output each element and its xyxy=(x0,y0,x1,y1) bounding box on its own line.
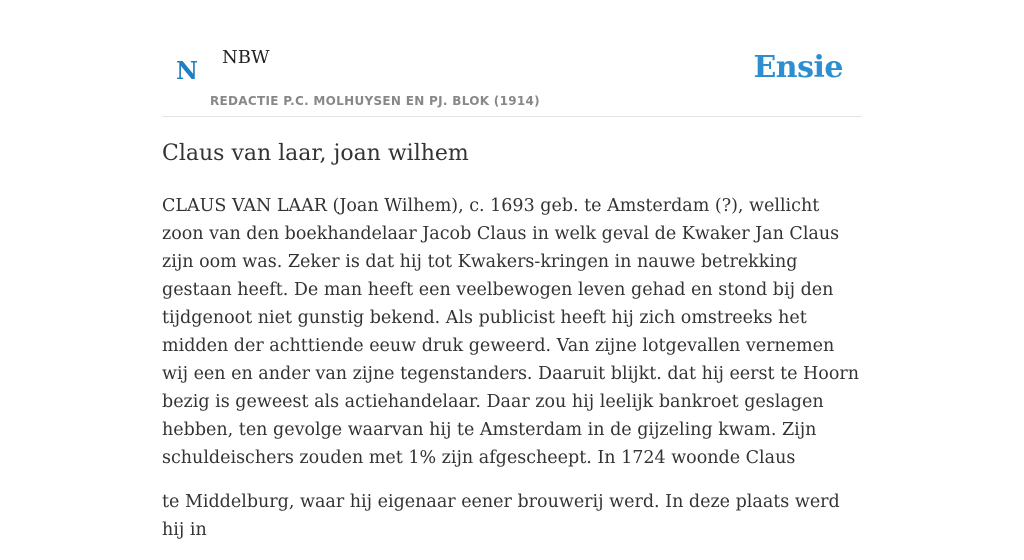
source-header xyxy=(162,0,862,117)
source-subtitle: REDACTIE P.C. MOLHUYSEN EN PJ. BLOK (1914) xyxy=(210,94,540,108)
source-logo-icon[interactable]: N xyxy=(176,56,198,85)
article-body xyxy=(162,192,862,560)
article-paragraph: te Middelburg, waar hij eigenaar eener brouwerij werd. In deze plaats werd hij in xyxy=(162,492,840,540)
brand-logo[interactable]: Ensie xyxy=(753,50,843,85)
article-title: Claus van laar, joan wilhem xyxy=(162,141,469,166)
article-paragraph: CLAUS VAN LAAR (Joan Wilhem), c. 1693 geb. te Amsterdam (?), wellicht zoon van den boekhandelaar Jacob Claus in welk geval de Kwaker Jan Claus zijn oom was. Zeker is dat hij tot Kwakers-kringen in nauwe betrekking gestaan heeft. De man heeft een veelbewogen leven gehad en stond bij den tijdgenoot niet gunstig bekend. Als publicist heeft hij zich omstreeks het midden der achttiende eeuw druk geweerd. Van zijne lotgevallen vernemen wij een en ander van zijne tegenstanders. Daaruit blijkt. dat hij eerst te Hoorn bezig is geweest als actiehandelaar. Daar zou hij leelijk bankroet geslagen hebben, ten gevolge waarvan hij te Amsterdam in de gijzeling kwam. Zijn schuldeischers zouden met 1% zijn afgescheept. In 1724 woonde Claus xyxy=(162,196,860,468)
source-name[interactable]: NBW xyxy=(222,47,270,68)
